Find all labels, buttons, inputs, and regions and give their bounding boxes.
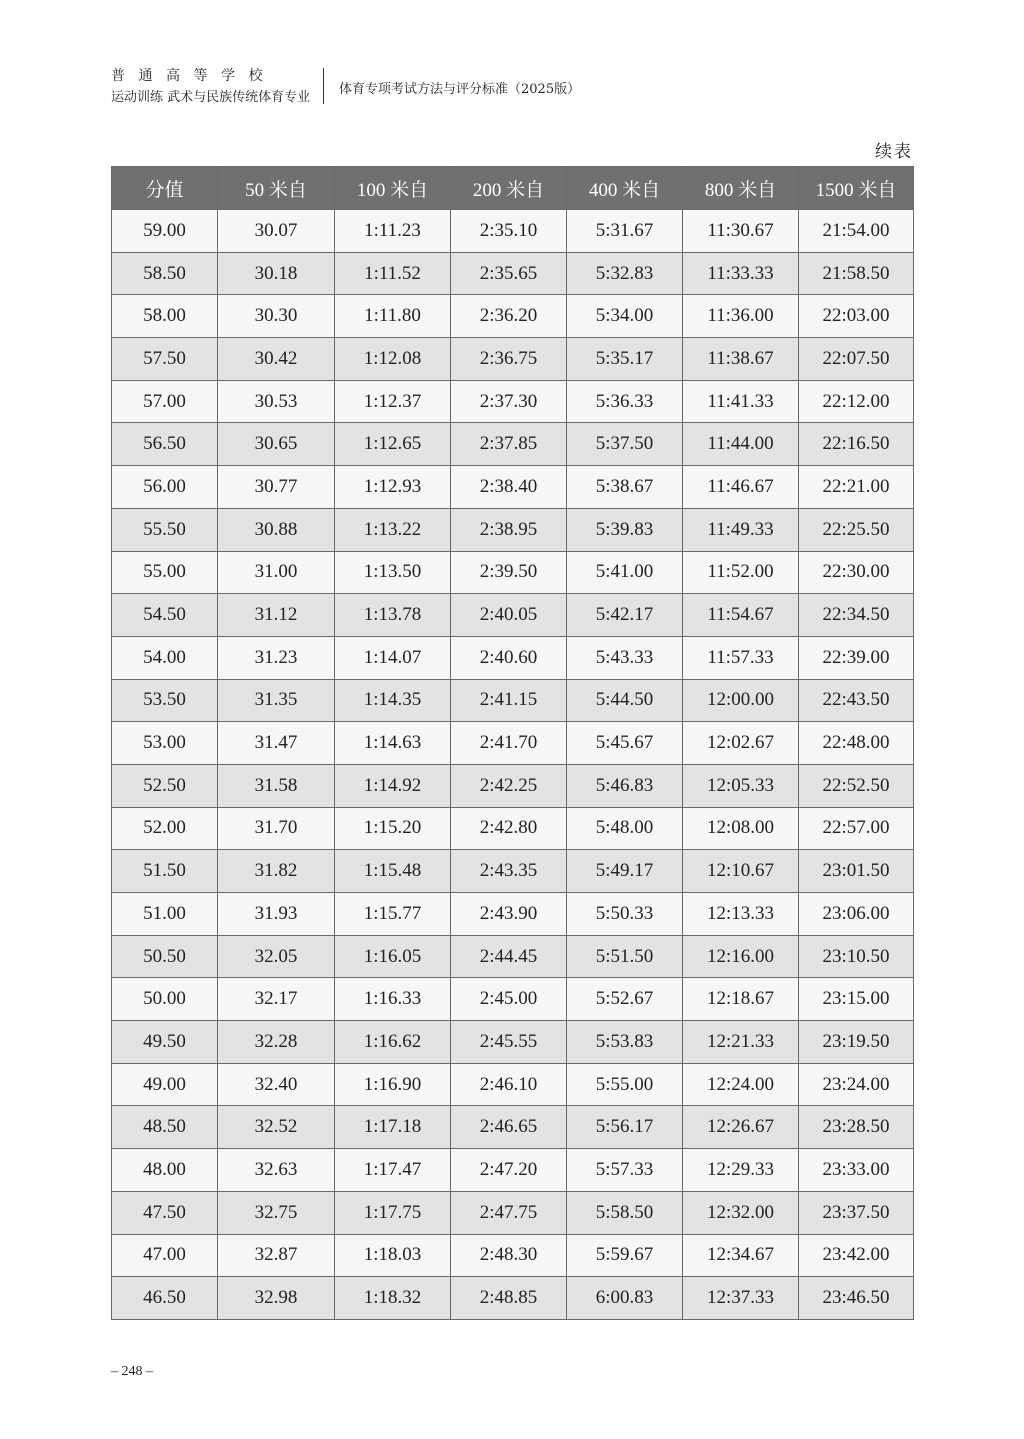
time-cell: 5:44.50 — [567, 679, 683, 722]
time-cell: 1:13.22 — [335, 508, 451, 551]
time-cell: 22:30.00 — [799, 551, 914, 594]
header-chapter-title: 体育专项考试方法与评分标准（2025版） — [339, 82, 581, 97]
column-header: 100 米自 — [335, 167, 451, 210]
time-cell: 1:16.90 — [335, 1063, 451, 1106]
time-cell: 1:15.20 — [335, 807, 451, 850]
score-cell: 53.50 — [112, 679, 218, 722]
time-cell: 22:43.50 — [799, 679, 914, 722]
time-cell: 23:33.00 — [799, 1149, 914, 1192]
time-cell: 12:29.33 — [683, 1149, 799, 1192]
column-header: 50 米自 — [218, 167, 335, 210]
continued-table-label: 续表 — [875, 142, 913, 162]
time-cell: 2:38.95 — [451, 508, 567, 551]
time-cell: 2:36.20 — [451, 295, 567, 338]
time-cell: 22:07.50 — [799, 338, 914, 381]
time-cell: 5:41.00 — [567, 551, 683, 594]
time-cell: 32.75 — [218, 1191, 335, 1234]
time-cell: 5:51.50 — [567, 935, 683, 978]
time-cell: 31.93 — [218, 893, 335, 936]
time-cell: 2:37.30 — [451, 380, 567, 423]
time-cell: 12:02.67 — [683, 722, 799, 765]
time-cell: 11:46.67 — [683, 466, 799, 509]
time-cell: 12:05.33 — [683, 764, 799, 807]
time-cell: 32.63 — [218, 1149, 335, 1192]
time-cell: 1:11.52 — [335, 252, 451, 295]
score-cell: 55.00 — [112, 551, 218, 594]
time-cell: 12:21.33 — [683, 1021, 799, 1064]
table-row — [112, 850, 914, 893]
time-cell: 11:30.67 — [683, 210, 799, 253]
header-divider — [323, 68, 324, 104]
time-cell: 30.77 — [218, 466, 335, 509]
time-cell: 1:16.62 — [335, 1021, 451, 1064]
score-cell: 53.00 — [112, 722, 218, 765]
time-cell: 31.70 — [218, 807, 335, 850]
table-body — [112, 210, 914, 1320]
table-row — [112, 380, 914, 423]
time-cell: 5:35.17 — [567, 338, 683, 381]
time-cell: 1:18.32 — [335, 1277, 451, 1320]
time-cell: 11:54.67 — [683, 594, 799, 637]
time-cell: 1:15.48 — [335, 850, 451, 893]
time-cell: 30.07 — [218, 210, 335, 253]
time-cell: 2:36.75 — [451, 338, 567, 381]
time-cell: 23:10.50 — [799, 935, 914, 978]
score-cell: 54.50 — [112, 594, 218, 637]
column-header: 400 米自 — [567, 167, 683, 210]
time-cell: 30.30 — [218, 295, 335, 338]
time-cell: 21:54.00 — [799, 210, 914, 253]
time-cell: 30.42 — [218, 338, 335, 381]
time-cell: 12:18.67 — [683, 978, 799, 1021]
time-cell: 30.88 — [218, 508, 335, 551]
time-cell: 1:11.80 — [335, 295, 451, 338]
time-cell: 23:37.50 — [799, 1191, 914, 1234]
time-cell: 2:46.10 — [451, 1063, 567, 1106]
time-cell: 2:46.65 — [451, 1106, 567, 1149]
time-cell: 2:48.30 — [451, 1234, 567, 1277]
table-row — [112, 1149, 914, 1192]
time-cell: 1:15.77 — [335, 893, 451, 936]
page-number: – 248 – — [111, 1364, 153, 1379]
time-cell: 5:39.83 — [567, 508, 683, 551]
score-cell: 59.00 — [112, 210, 218, 253]
time-cell: 5:50.33 — [567, 893, 683, 936]
table-row — [112, 551, 914, 594]
time-cell: 12:10.67 — [683, 850, 799, 893]
time-cell: 11:52.00 — [683, 551, 799, 594]
time-cell: 2:41.15 — [451, 679, 567, 722]
time-cell: 21:58.50 — [799, 252, 914, 295]
time-cell: 1:16.33 — [335, 978, 451, 1021]
time-cell: 6:00.83 — [567, 1277, 683, 1320]
table-row — [112, 1106, 914, 1149]
time-cell: 2:40.60 — [451, 636, 567, 679]
time-cell: 2:45.00 — [451, 978, 567, 1021]
time-cell: 5:32.83 — [567, 252, 683, 295]
time-cell: 11:38.67 — [683, 338, 799, 381]
score-cell: 51.50 — [112, 850, 218, 893]
time-cell: 1:17.47 — [335, 1149, 451, 1192]
time-cell: 11:57.33 — [683, 636, 799, 679]
table-row — [112, 338, 914, 381]
score-cell: 52.50 — [112, 764, 218, 807]
time-cell: 11:41.33 — [683, 380, 799, 423]
time-cell: 23:19.50 — [799, 1021, 914, 1064]
time-cell: 5:31.67 — [567, 210, 683, 253]
time-cell: 5:52.67 — [567, 978, 683, 1021]
time-cell: 23:06.00 — [799, 893, 914, 936]
time-cell: 12:32.00 — [683, 1191, 799, 1234]
table-row — [112, 1021, 914, 1064]
score-cell: 48.50 — [112, 1106, 218, 1149]
score-cell: 48.00 — [112, 1149, 218, 1192]
time-cell: 5:49.17 — [567, 850, 683, 893]
table-row — [112, 508, 914, 551]
time-cell: 12:08.00 — [683, 807, 799, 850]
score-cell: 47.50 — [112, 1191, 218, 1234]
time-cell: 2:38.40 — [451, 466, 567, 509]
score-cell: 56.50 — [112, 423, 218, 466]
time-cell: 2:35.65 — [451, 252, 567, 295]
time-cell: 1:16.05 — [335, 935, 451, 978]
time-cell: 1:12.08 — [335, 338, 451, 381]
time-cell: 12:34.67 — [683, 1234, 799, 1277]
time-cell: 5:42.17 — [567, 594, 683, 637]
time-cell: 5:34.00 — [567, 295, 683, 338]
time-cell: 31.00 — [218, 551, 335, 594]
column-header: 200 米自 — [451, 167, 567, 210]
time-cell: 11:33.33 — [683, 252, 799, 295]
time-cell: 30.65 — [218, 423, 335, 466]
table-row — [112, 594, 914, 637]
time-cell: 31.35 — [218, 679, 335, 722]
time-cell: 5:48.00 — [567, 807, 683, 850]
score-cell: 50.50 — [112, 935, 218, 978]
time-cell: 5:58.50 — [567, 1191, 683, 1234]
time-cell: 32.87 — [218, 1234, 335, 1277]
time-cell: 2:48.85 — [451, 1277, 567, 1320]
score-cell: 46.50 — [112, 1277, 218, 1320]
time-cell: 22:39.00 — [799, 636, 914, 679]
time-cell: 30.18 — [218, 252, 335, 295]
time-cell: 2:39.50 — [451, 551, 567, 594]
time-cell: 12:16.00 — [683, 935, 799, 978]
time-cell: 31.82 — [218, 850, 335, 893]
table-row — [112, 1234, 914, 1277]
time-cell: 12:24.00 — [683, 1063, 799, 1106]
time-cell: 2:35.10 — [451, 210, 567, 253]
time-cell: 11:49.33 — [683, 508, 799, 551]
score-cell: 51.00 — [112, 893, 218, 936]
score-cell: 49.50 — [112, 1021, 218, 1064]
time-cell: 31.47 — [218, 722, 335, 765]
time-cell: 5:56.17 — [567, 1106, 683, 1149]
time-cell: 12:13.33 — [683, 893, 799, 936]
table-row — [112, 295, 914, 338]
time-cell: 22:52.50 — [799, 764, 914, 807]
score-table — [111, 166, 914, 1320]
time-cell: 23:24.00 — [799, 1063, 914, 1106]
time-cell: 22:03.00 — [799, 295, 914, 338]
score-cell: 55.50 — [112, 508, 218, 551]
table-row — [112, 1277, 914, 1320]
time-cell: 2:37.85 — [451, 423, 567, 466]
table-row — [112, 893, 914, 936]
table-row — [112, 1191, 914, 1234]
table-row — [112, 636, 914, 679]
time-cell: 2:47.20 — [451, 1149, 567, 1192]
header-book-title: 普通高等学校 — [111, 68, 276, 84]
time-cell: 22:48.00 — [799, 722, 914, 765]
score-cell: 56.00 — [112, 466, 218, 509]
table-row — [112, 722, 914, 765]
time-cell: 2:44.45 — [451, 935, 567, 978]
score-cell: 50.00 — [112, 978, 218, 1021]
time-cell: 1:12.65 — [335, 423, 451, 466]
score-cell: 57.00 — [112, 380, 218, 423]
time-cell: 5:38.67 — [567, 466, 683, 509]
time-cell: 23:01.50 — [799, 850, 914, 893]
time-cell: 30.53 — [218, 380, 335, 423]
table-row — [112, 978, 914, 1021]
table-row — [112, 1063, 914, 1106]
time-cell: 5:43.33 — [567, 636, 683, 679]
time-cell: 22:16.50 — [799, 423, 914, 466]
time-cell: 12:00.00 — [683, 679, 799, 722]
time-cell: 2:42.25 — [451, 764, 567, 807]
time-cell: 12:37.33 — [683, 1277, 799, 1320]
time-cell: 5:53.83 — [567, 1021, 683, 1064]
time-cell: 32.52 — [218, 1106, 335, 1149]
time-cell: 23:15.00 — [799, 978, 914, 1021]
time-cell: 5:55.00 — [567, 1063, 683, 1106]
time-cell: 31.23 — [218, 636, 335, 679]
score-cell: 57.50 — [112, 338, 218, 381]
score-cell: 54.00 — [112, 636, 218, 679]
time-cell: 5:46.83 — [567, 764, 683, 807]
time-cell: 5:37.50 — [567, 423, 683, 466]
time-cell: 1:14.92 — [335, 764, 451, 807]
time-cell: 31.12 — [218, 594, 335, 637]
column-header: 分值 — [112, 167, 218, 210]
time-cell: 22:34.50 — [799, 594, 914, 637]
time-cell: 1:18.03 — [335, 1234, 451, 1277]
time-cell: 1:13.50 — [335, 551, 451, 594]
time-cell: 32.40 — [218, 1063, 335, 1106]
score-cell: 47.00 — [112, 1234, 218, 1277]
score-cell: 52.00 — [112, 807, 218, 850]
time-cell: 1:17.75 — [335, 1191, 451, 1234]
time-cell: 32.05 — [218, 935, 335, 978]
score-cell: 58.50 — [112, 252, 218, 295]
time-cell: 22:12.00 — [799, 380, 914, 423]
time-cell: 2:47.75 — [451, 1191, 567, 1234]
time-cell: 1:11.23 — [335, 210, 451, 253]
time-cell: 22:25.50 — [799, 508, 914, 551]
time-cell: 1:12.37 — [335, 380, 451, 423]
time-cell: 1:14.35 — [335, 679, 451, 722]
time-cell: 32.98 — [218, 1277, 335, 1320]
time-cell: 2:40.05 — [451, 594, 567, 637]
time-cell: 1:12.93 — [335, 466, 451, 509]
time-cell: 5:57.33 — [567, 1149, 683, 1192]
time-cell: 1:17.18 — [335, 1106, 451, 1149]
time-cell: 23:42.00 — [799, 1234, 914, 1277]
time-cell: 2:42.80 — [451, 807, 567, 850]
time-cell: 11:44.00 — [683, 423, 799, 466]
score-cell: 49.00 — [112, 1063, 218, 1106]
time-cell: 5:59.67 — [567, 1234, 683, 1277]
table-header-row — [112, 167, 914, 210]
time-cell: 31.58 — [218, 764, 335, 807]
column-header: 1500 米自 — [799, 167, 914, 210]
time-cell: 23:28.50 — [799, 1106, 914, 1149]
time-cell: 12:26.67 — [683, 1106, 799, 1149]
time-cell: 11:36.00 — [683, 295, 799, 338]
header-left-block — [111, 66, 316, 108]
table-row — [112, 466, 914, 509]
time-cell: 32.28 — [218, 1021, 335, 1064]
time-cell: 1:14.07 — [335, 636, 451, 679]
table-row — [112, 423, 914, 466]
time-cell: 22:21.00 — [799, 466, 914, 509]
table-row — [112, 935, 914, 978]
table-row — [112, 252, 914, 295]
time-cell: 2:43.90 — [451, 893, 567, 936]
table-row — [112, 764, 914, 807]
time-cell: 22:57.00 — [799, 807, 914, 850]
time-cell: 5:36.33 — [567, 380, 683, 423]
time-cell: 5:45.67 — [567, 722, 683, 765]
time-cell: 1:14.63 — [335, 722, 451, 765]
time-cell: 2:45.55 — [451, 1021, 567, 1064]
header-book-subtitle: 运动训练 武术与民族传统体育专业 — [111, 90, 311, 105]
time-cell: 2:43.35 — [451, 850, 567, 893]
time-cell: 23:46.50 — [799, 1277, 914, 1320]
table-row — [112, 210, 914, 253]
column-header: 800 米自 — [683, 167, 799, 210]
table-row — [112, 807, 914, 850]
table-row — [112, 679, 914, 722]
table-header — [112, 167, 914, 210]
time-cell: 2:41.70 — [451, 722, 567, 765]
time-cell: 1:13.78 — [335, 594, 451, 637]
score-cell: 58.00 — [112, 295, 218, 338]
time-cell: 32.17 — [218, 978, 335, 1021]
